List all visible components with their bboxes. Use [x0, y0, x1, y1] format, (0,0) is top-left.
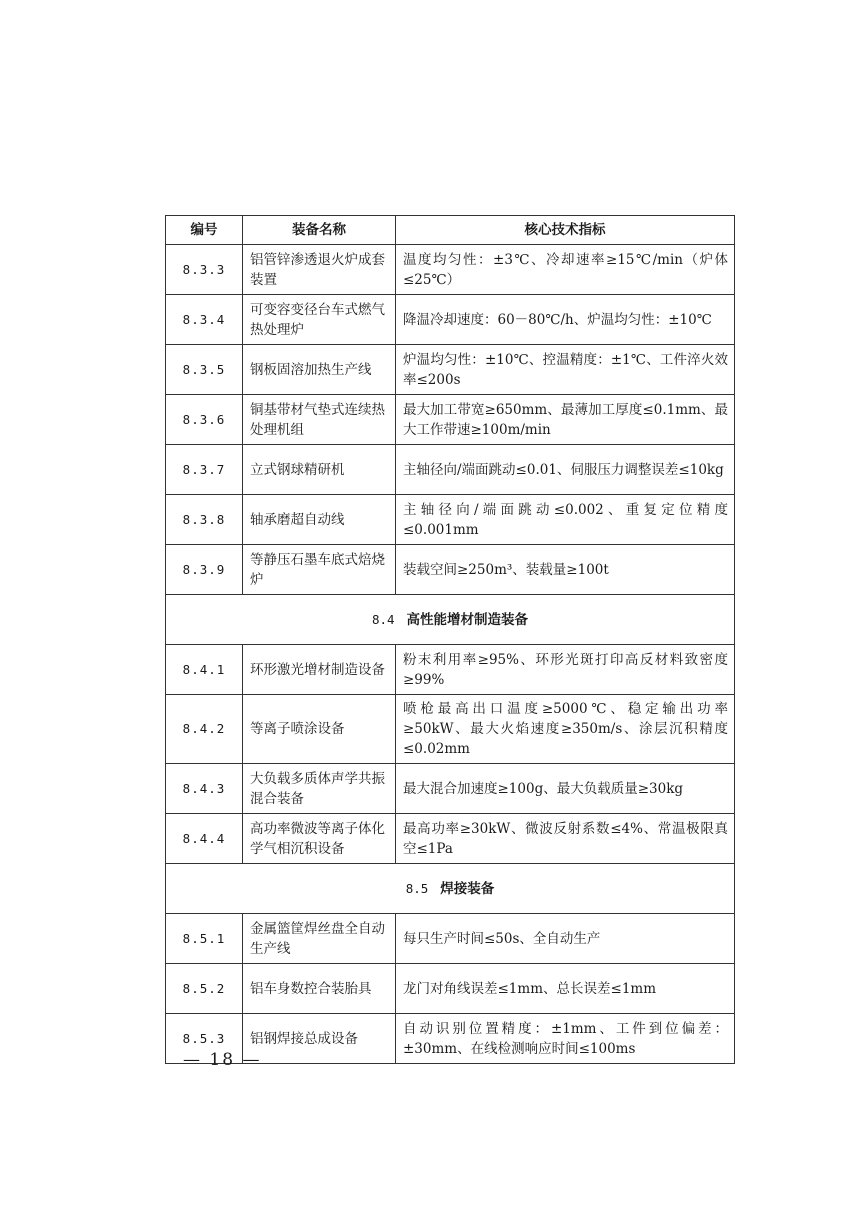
table-row — [166, 695, 735, 764]
row-code: 8.3.8 — [166, 495, 243, 545]
row-name: 立式钢球精研机 — [243, 445, 396, 495]
section-number: 8.4 — [371, 611, 395, 627]
header-spec: 核心技术指标 — [396, 216, 735, 245]
row-name: 铝钢焊接总成设备 — [243, 1014, 396, 1064]
row-name: 钢板固溶加热生产线 — [243, 345, 396, 395]
table-row — [166, 495, 735, 545]
row-code: 8.3.9 — [166, 545, 243, 595]
row-name: 等静压石墨车底式焙烧炉 — [243, 545, 396, 595]
section-heading — [166, 595, 735, 645]
row-spec: 最大混合加速度≥100g、最大负载质量≥30kg — [396, 764, 735, 814]
table-row — [166, 445, 735, 495]
row-name: 大负载多质体声学共振混合装备 — [243, 764, 396, 814]
table-row — [166, 245, 735, 295]
table-row — [166, 914, 735, 964]
header-code: 编号 — [166, 216, 243, 245]
row-name: 高功率微波等离子体化学气相沉积设备 — [243, 814, 396, 864]
row-name: 可变容变径台车式燃气热处理炉 — [243, 295, 396, 345]
page-number: — 18 — — [183, 1050, 262, 1070]
row-name: 金属篮筐焊丝盘全自动生产线 — [243, 914, 396, 964]
table-header-row — [166, 216, 735, 245]
row-spec: 主轴径向/端面跳动≤0.002、重复定位精度≤0.001mm — [396, 495, 735, 545]
row-code: 8.5.2 — [166, 964, 243, 1014]
table-row — [166, 295, 735, 345]
header-name: 装备名称 — [243, 216, 396, 245]
section-heading — [166, 864, 735, 914]
table-row — [166, 764, 735, 814]
row-code: 8.5.3 — [166, 1014, 243, 1064]
section-title: 焊接装备 — [440, 880, 495, 897]
table-row — [166, 345, 735, 395]
row-code: 8.4.2 — [166, 695, 243, 764]
row-spec: 粉末利用率≥95%、环形光斑打印高反材料致密度≥99% — [396, 645, 735, 695]
row-spec: 龙门对角线误差≤1mm、总长误差≤1mm — [396, 964, 735, 1014]
row-spec: 装载空间≥250m³、装载量≥100t — [396, 545, 735, 595]
row-spec: 炉温均匀性：±10℃、控温精度：±1℃、工件淬火效率≤200s — [396, 345, 735, 395]
row-code: 8.4.3 — [166, 764, 243, 814]
table-row — [166, 814, 735, 864]
row-code: 8.3.6 — [166, 395, 243, 445]
row-spec: 温度均匀性：±3℃、冷却速率≥15℃/min（炉体≤25℃） — [396, 245, 735, 295]
row-spec: 最高功率≥30kW、微波反射系数≤4%、常温极限真空≤1Pa — [396, 814, 735, 864]
row-name: 铝车身数控合装胎具 — [243, 964, 396, 1014]
row-spec: 自动识别位置精度：±1mm、工件到位偏差：±30mm、在线检测响应时间≤100ms — [396, 1014, 735, 1064]
table-row — [166, 645, 735, 695]
section-row — [166, 595, 735, 645]
row-code: 8.4.1 — [166, 645, 243, 695]
row-spec: 主轴径向/端面跳动≤0.01、伺服压力调整误差≤10kg — [396, 445, 735, 495]
row-spec: 降温冷却速度：60－80℃/h、炉温均匀性：±10℃ — [396, 295, 735, 345]
table-row — [166, 395, 735, 445]
row-name: 环形激光增材制造设备 — [243, 645, 396, 695]
row-code: 8.3.3 — [166, 245, 243, 295]
table-row — [166, 545, 735, 595]
row-name: 轴承磨超自动线 — [243, 495, 396, 545]
section-number: 8.5 — [405, 880, 429, 896]
row-name: 铝管锌渗透退火炉成套装置 — [243, 245, 396, 295]
row-code: 8.3.5 — [166, 345, 243, 395]
row-name: 铜基带材气垫式连续热处理机组 — [243, 395, 396, 445]
table-row — [166, 964, 735, 1014]
row-code: 8.3.7 — [166, 445, 243, 495]
row-code: 8.4.4 — [166, 814, 243, 864]
row-name: 等离子喷涂设备 — [243, 695, 396, 764]
section-title: 高性能增材制造装备 — [406, 611, 529, 628]
equipment-spec-table — [165, 215, 735, 1064]
row-spec: 喷枪最高出口温度≥5000℃、稳定输出功率≥50kW、最大火焰速度≥350m/s、涂层沉积精度≤0.02mm — [396, 695, 735, 764]
row-spec: 每只生产时间≤50s、全自动生产 — [396, 914, 735, 964]
row-code: 8.5.1 — [166, 914, 243, 964]
row-spec: 最大加工带宽≥650mm、最薄加工厚度≤0.1mm、最大工作带速≥100m/min — [396, 395, 735, 445]
section-row — [166, 864, 735, 914]
row-code: 8.3.4 — [166, 295, 243, 345]
